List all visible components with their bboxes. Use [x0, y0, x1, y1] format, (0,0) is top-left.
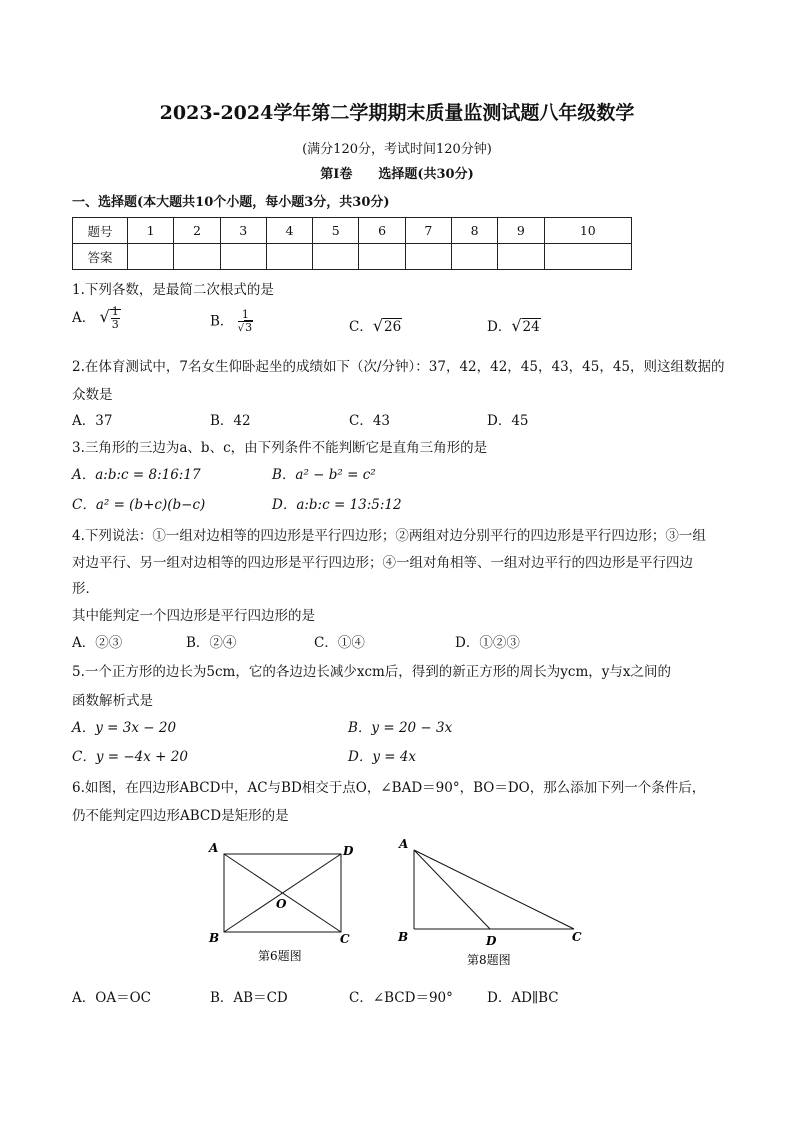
option-label: B．	[210, 313, 234, 330]
q1-option-a	[72, 306, 121, 331]
answer-cell[interactable]	[405, 244, 451, 270]
answer-cell[interactable]	[128, 244, 174, 270]
figure-caption: 第8题图	[467, 953, 511, 967]
answer-cell[interactable]	[451, 244, 497, 270]
radicand: 26	[384, 319, 402, 335]
q6-option-d: D．AD∥BC	[487, 990, 559, 1006]
table-cell: 4	[266, 218, 312, 244]
q5-option-d: D．y = 4x	[348, 749, 417, 765]
answer-cell[interactable]	[220, 244, 266, 270]
q5-option-b: B．y = 20 − 3x	[348, 720, 453, 736]
vertex-label-c: C	[340, 932, 350, 946]
q6-option-a: A．OA＝OC	[72, 990, 151, 1006]
table-cell: 2	[174, 218, 220, 244]
fraction-numerator: 1	[111, 305, 119, 318]
vertex-label-d: D	[343, 844, 354, 858]
question-2-stem-line1: 2.在体育测试中，7名女生仰卧起坐的成绩如下（次/分钟）：37，42，42，45，43，45，45，则这组数据的	[72, 359, 725, 375]
q2-option-a: A．37	[72, 413, 113, 429]
figure-8	[392, 834, 592, 968]
q3-option-b: B．a² − b² = c²	[272, 467, 376, 483]
question-4-stem-line4: 其中能判定一个四边形是平行四边形的是	[72, 608, 315, 624]
table-cell: 9	[498, 218, 544, 244]
fraction-denominator: 3	[111, 318, 119, 331]
q3-option-c: C．a² = (b+c)(b−c)	[72, 497, 206, 513]
radical-sign: √	[99, 307, 110, 326]
vertex-label-b: B	[398, 930, 409, 944]
answer-table	[72, 217, 632, 270]
answer-table-number-row	[73, 218, 632, 244]
answer-cell[interactable]	[498, 244, 544, 270]
question-4-stem-line3: 形．	[72, 581, 99, 597]
option-label: C．	[349, 319, 373, 335]
q5-option-a: A．y = 3x − 20	[72, 720, 177, 736]
fraction-numerator: 1	[238, 309, 253, 322]
answer-cell[interactable]	[174, 244, 220, 270]
question-5-stem-line2: 函数解析式是	[72, 693, 153, 709]
q4-option-b: B．②④	[186, 635, 237, 651]
answer-cell[interactable]	[313, 244, 359, 270]
vertex-label-c: C	[572, 930, 582, 944]
question-3-stem: 3.三角形的三边为a、b、c，由下列条件不能判断它是直角三角形的是	[72, 440, 488, 456]
figure-6	[200, 836, 370, 966]
question-4-stem-line2: 对边平行、另一组对边相等的四边形是平行四边形；④一组对角相等、一组对边平行的四边形是平行四边	[72, 555, 693, 571]
q4-option-d: D．①②③	[455, 635, 520, 651]
q4-option-a: A．②③	[72, 635, 123, 651]
option-label: A．	[72, 310, 96, 326]
question-6-stem-line2: 仍不能判定四边形ABCD是矩形的是	[72, 808, 289, 824]
table-row-label: 题号	[73, 218, 128, 244]
q2-option-b: B．42	[210, 413, 251, 429]
segment-ac	[414, 850, 574, 929]
option-label: D．	[487, 319, 512, 335]
answer-table-answer-row	[73, 244, 632, 270]
q2-option-c: C．43	[349, 413, 391, 429]
vertex-label-d: D	[486, 934, 497, 948]
table-cell: 1	[128, 218, 174, 244]
figure-caption: 第6题图	[258, 949, 302, 963]
q1-option-b: B． $\frac{1}{√3}$	[210, 308, 253, 334]
question-6-stem-line1: 6.如图，在四边形ABCD中，AC与BD相交于点O，∠BAD＝90°，BO＝DO，那么添加下列一个条件后，	[72, 780, 706, 796]
q2-option-d: D．45	[487, 413, 529, 429]
q1-option-d: D．√24	[487, 316, 540, 335]
table-row-label: 答案	[73, 244, 128, 270]
vertex-label-a: A	[209, 841, 219, 855]
question-5-stem-line1: 5.一个正方形的边长为5cm，它的各边边长减少xcm后，得到的新正方形的周长为ycm，y与x之间的	[72, 664, 672, 680]
page-title: 2023-2024学年第二学期期末质量监测试题八年级数学	[159, 102, 635, 124]
radicand: 24	[522, 319, 540, 335]
fraction-denominator: 3	[245, 321, 253, 334]
vertex-label-b: B	[209, 931, 220, 945]
q5-option-c: C．y = −4x + 20	[72, 749, 188, 765]
answer-cell[interactable]	[359, 244, 405, 270]
q6-option-c: C．∠BCD＝90°	[349, 990, 453, 1006]
question-4-stem-line1: 4.下列说法：①一组对边相等的四边形是平行四边形；②两组对边分别平行的四边形是平行四边形；③一组	[72, 528, 706, 544]
part-label: 第Ⅰ卷 选择题(共30分)	[320, 167, 474, 182]
table-cell: 8	[451, 218, 497, 244]
answer-cell[interactable]	[266, 244, 312, 270]
table-cell: 3	[220, 218, 266, 244]
q6-option-b: B．AB＝CD	[210, 990, 288, 1006]
segment-ad	[414, 850, 490, 929]
question-2-stem-line2: 众数是	[72, 387, 113, 403]
vertex-label-o: O	[276, 897, 287, 911]
section-heading: 一、选择题(本大题共10个小题，每小题3分，共30分)	[72, 195, 390, 210]
q4-option-c: C．①④	[314, 635, 365, 651]
table-cell: 5	[313, 218, 359, 244]
table-cell: 10	[544, 218, 631, 244]
q3-option-d: D．a:b:c = 13:5:12	[272, 497, 402, 513]
table-cell: 7	[405, 218, 451, 244]
q3-option-a: A．a:b:c = 8:16:17	[72, 467, 201, 483]
vertex-label-a: A	[399, 837, 409, 851]
table-cell: 6	[359, 218, 405, 244]
question-1-stem: 1.下列各数，是最简二次根式的是	[72, 282, 274, 298]
exam-info: (满分120分，考试时间120分钟)	[302, 142, 492, 157]
q1-option-c: C．√26	[349, 316, 402, 335]
answer-cell[interactable]	[544, 244, 631, 270]
